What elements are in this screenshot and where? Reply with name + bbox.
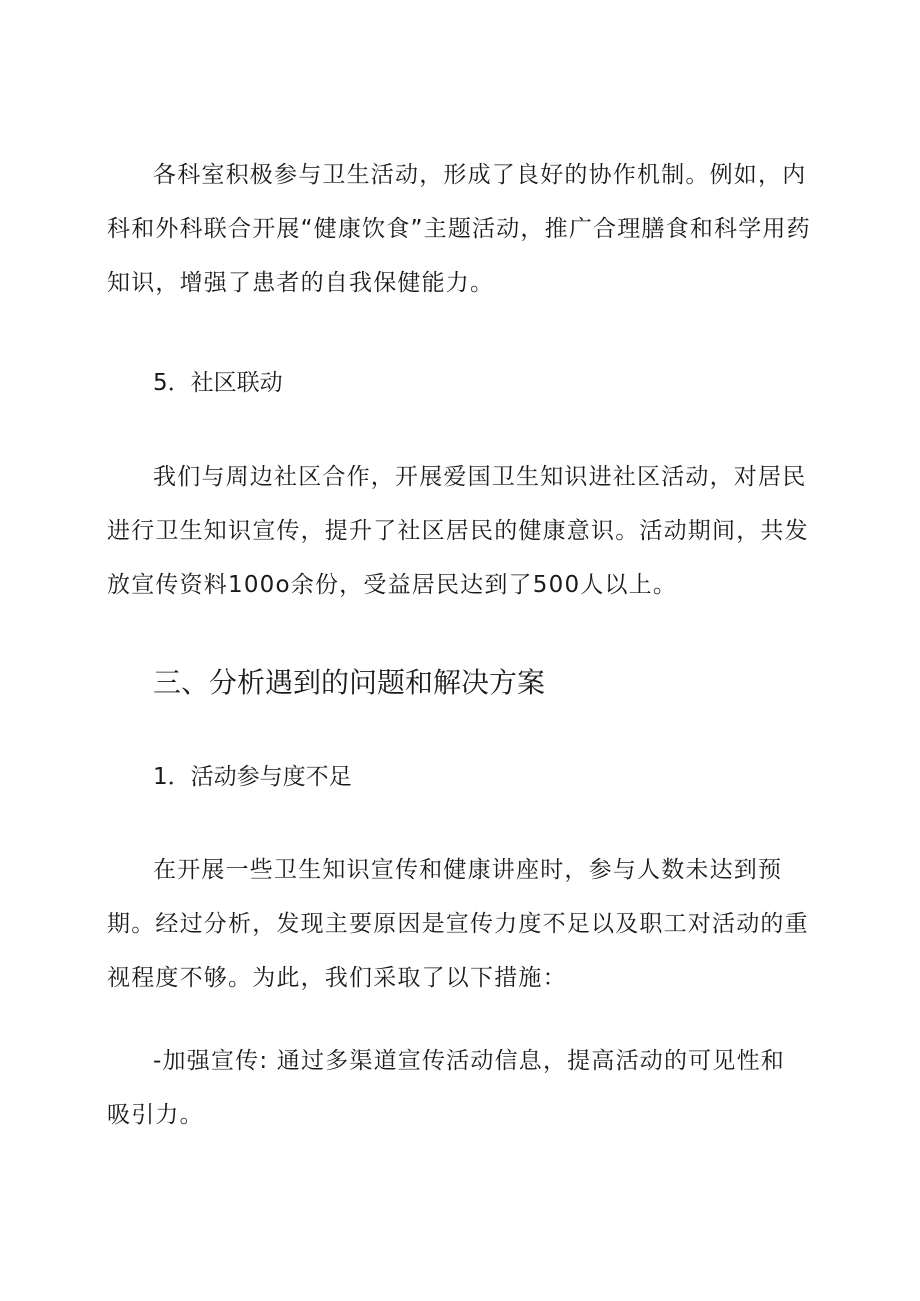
paragraph-department-collaboration xyxy=(107,148,823,310)
bullet-text: 通过多渠道宣传活动信息，提高活动的可见性和吸引力。 xyxy=(107,1048,785,1128)
bullet-strengthen-publicity xyxy=(107,1034,787,1142)
paragraph-text: 在开展一些卫生知识宣传和健康讲座时，参与人数未达到预期。经过分析，发现主要原因是宣传力度不足以及职工对活动的重视程度不够。为此，我们采取了以下措施： xyxy=(107,857,809,991)
subheading-community-linkage: 5．社区联动 xyxy=(153,370,283,396)
paragraph-community-cooperation xyxy=(107,450,823,612)
bullet-lead: -加强宣传 xyxy=(153,1048,260,1074)
section-title-problems-solutions: 三、分析遇到的问题和解决方案 xyxy=(153,666,546,699)
bullet-colon: : xyxy=(259,1048,269,1074)
subheading-participation-insufficient: 1．活动参与度不足 xyxy=(153,764,352,790)
paragraph-participation-analysis xyxy=(107,843,823,1005)
paragraph-text: 我们与周边社区合作，开展爱国卫生知识进社区活动，对居民进行卫生知识宣传，提升了社区居民的健康意识。活动期间，共发放宣传资料100o余份，受益居民达到了500人以上。 xyxy=(107,464,809,598)
paragraph-text: 各科室积极参与卫生活动，形成了良好的协作机制。例如，内科和外科联合开展“健康饮食”主题活动，推广合理膳食和科学用药知识，增强了患者的自我保健能力。 xyxy=(107,162,811,296)
